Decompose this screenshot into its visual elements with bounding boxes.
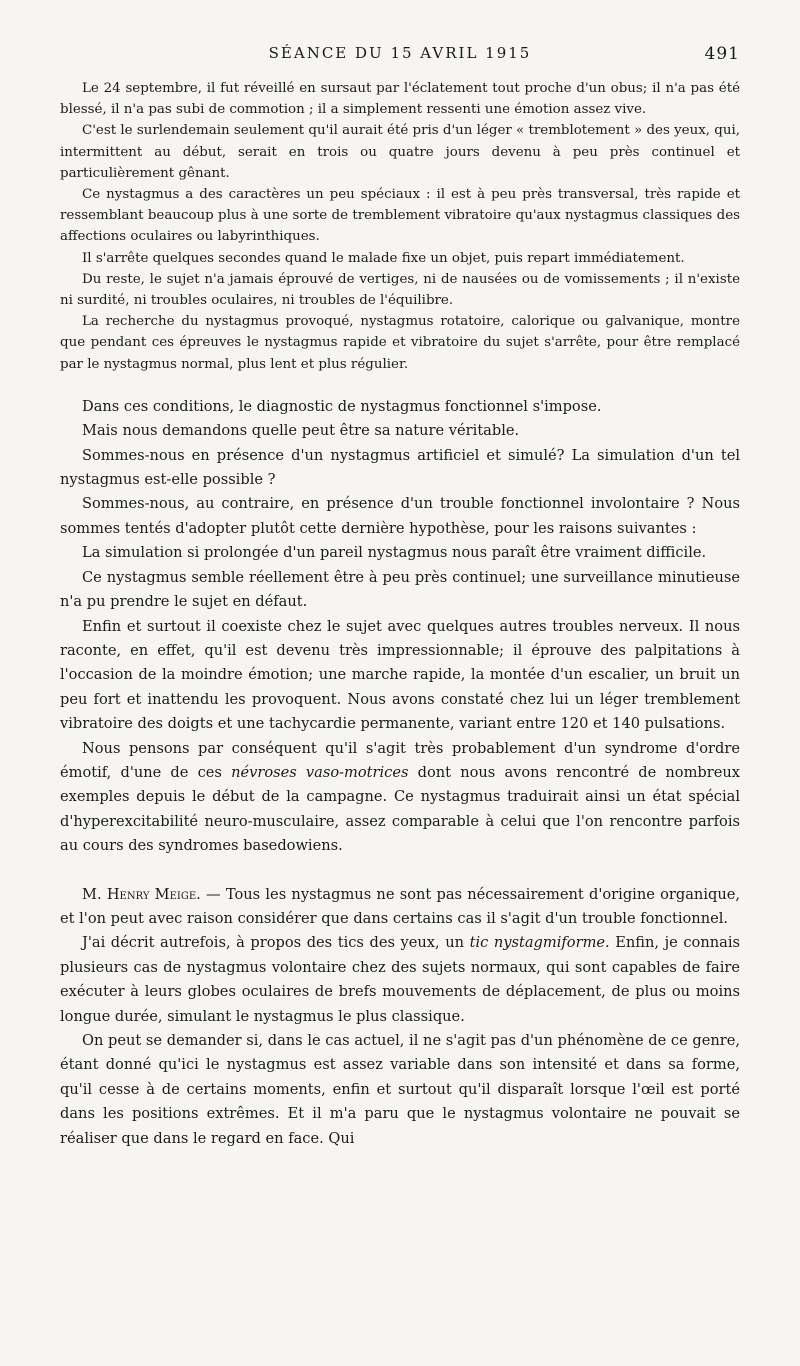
paragraph: Dans ces conditions, le diagnostic de nystagmus fonctionnel s'impose. bbox=[82, 397, 602, 415]
paragraph: La simulation si prolongée d'un pareil nystagmus nous paraît être vraiment difficile. bbox=[82, 544, 707, 562]
speaker-name: M. Henry Meige. bbox=[82, 885, 201, 903]
emphasis: tic nystagmiforme. bbox=[469, 934, 610, 952]
running-header bbox=[60, 44, 740, 68]
remark-paragraph: M. Henry Meige. — Tous les nystagmus ne sont pas nécessairement d'origine organique, et l'on peut avec raison considérer que dans certains cas il s'agit d'un trouble fonctionnel. bbox=[60, 885, 740, 927]
paragraph: Mais nous demandons quelle peut être sa nature véritable. bbox=[82, 422, 520, 440]
paragraph: Enfin et surtout il coexiste chez le sujet avec quelques autres troubles nerveux. Il nous raconte, en effet, qu'il est devenu très impressionnable; il éprouve des palpitations à l'occasion de la moindre émotion; une marche rapide, la montée d'un escalier, un bruit un peu fort et inattendu les provoquent. Nous avons constaté chez lui un léger tremblement vibratoire des doigts et une tachycardie permanente, variant entre 120 et 140 pulsations. bbox=[60, 617, 740, 733]
conclusion-paragraph: Nous pensons par conséquent qu'il s'agit très probablement d'un syndrome d'ordre émotif, d'une de ces névroses vaso-motrices dont nous avons rencontré de nombreux exemples depuis le début de la campagne. Ce nystagmus traduirait ainsi un état spécial d'hyperexcitabilité neuro-musculaire, assez comparable à celui que l'on rencontre parfois au cours des syndromes basedowiens. bbox=[60, 739, 741, 855]
paragraph: J'ai décrit autrefois, à propos des tics des yeux, un tic nystagmiforme. Enfin, je connais plusieurs cas de nystagmus volontaire chez des sujets normaux, qui sont capables de faire exécuter à leurs globes oculaires de brefs mouvements de déplacement, de plus ou moins longue durée, simulant le nystagmus le plus classique. bbox=[60, 934, 740, 1025]
paragraph: La recherche du nystagmus provoqué, nystagmus rotatoire, calorique ou galvanique, montre que pendant ces épreuves le nystagmus rapide et vibratoire du sujet s'arrête, pour être remplacé par le nystagmus normal, plus lent et plus régulier. bbox=[60, 314, 740, 372]
page-body bbox=[60, 78, 740, 1151]
paragraph: Sommes-nous, au contraire, en présence d'un trouble fonctionnel involontaire ? Nous sommes tentés d'adopter plutôt cette dernière hypothèse, pour les raisons suivantes : bbox=[60, 495, 740, 537]
paragraph: Il s'arrête quelques secondes quand le malade fixe un objet, puis repart immédiatement. bbox=[82, 250, 685, 266]
paragraph: Ce nystagmus a des caractères un peu spéciaux : il est à peu près transversal, très rapide et ressemblant beaucoup plus à une sorte de tremblement vibratoire qu'aux nystagmus classiques des affections oculaires ou labyrinthiques. bbox=[60, 187, 740, 245]
paragraph: Le 24 septembre, il fut réveillé en sursaut par l'éclatement tout proche d'un obus; il n'a pas été blessé, il n'a pas subi de commotion ; il a simplement ressenti une émotion assez vive. bbox=[60, 81, 740, 118]
paragraph: Du reste, le sujet n'a jamais éprouvé de vertiges, ni de nausées ou de vomissements ; il n'existe ni surdité, ni troubles oculaires, ni troubles de l'équilibre. bbox=[60, 271, 740, 309]
paragraph: Sommes-nous en présence d'un nystagmus artificiel et simulé? La simulation d'un tel nystagmus est-elle possible ? bbox=[60, 446, 740, 489]
paragraph: Ce nystagmus semble réellement être à peu près continuel; une surveillance minutieuse n'a pu prendre le sujet en défaut. bbox=[60, 568, 740, 611]
emphasis: névroses vaso-motrices bbox=[231, 763, 409, 781]
case-report-section bbox=[60, 78, 740, 375]
remarks-section bbox=[60, 883, 740, 1151]
running-title: SÉANCE DU 15 AVRIL 1915 bbox=[268, 44, 532, 62]
discussion-section bbox=[60, 395, 740, 859]
paragraph: On peut se demander si, dans le cas actuel, il ne s'agit pas d'un phénomène de ce genre, étant donné qu'ici le nystagmus est assez variable dans son intensité et dans sa forme, qu'il cesse à de certains moments, enfin et surtout qu'il disparaît lorsque l'œil est porté dans les positions extrêmes. Et il m'a paru que le nystagmus volontaire ne pouvait se réaliser que dans le regard en face. Qui bbox=[60, 1032, 740, 1147]
page-number: 491 bbox=[704, 44, 740, 64]
paragraph: C'est le surlendemain seulement qu'il aurait été pris d'un léger « tremblotement » des yeux, qui, intermittent au début, serait en trois ou quatre jours devenu à peu près continuel et particulièrement gênant. bbox=[60, 123, 740, 181]
